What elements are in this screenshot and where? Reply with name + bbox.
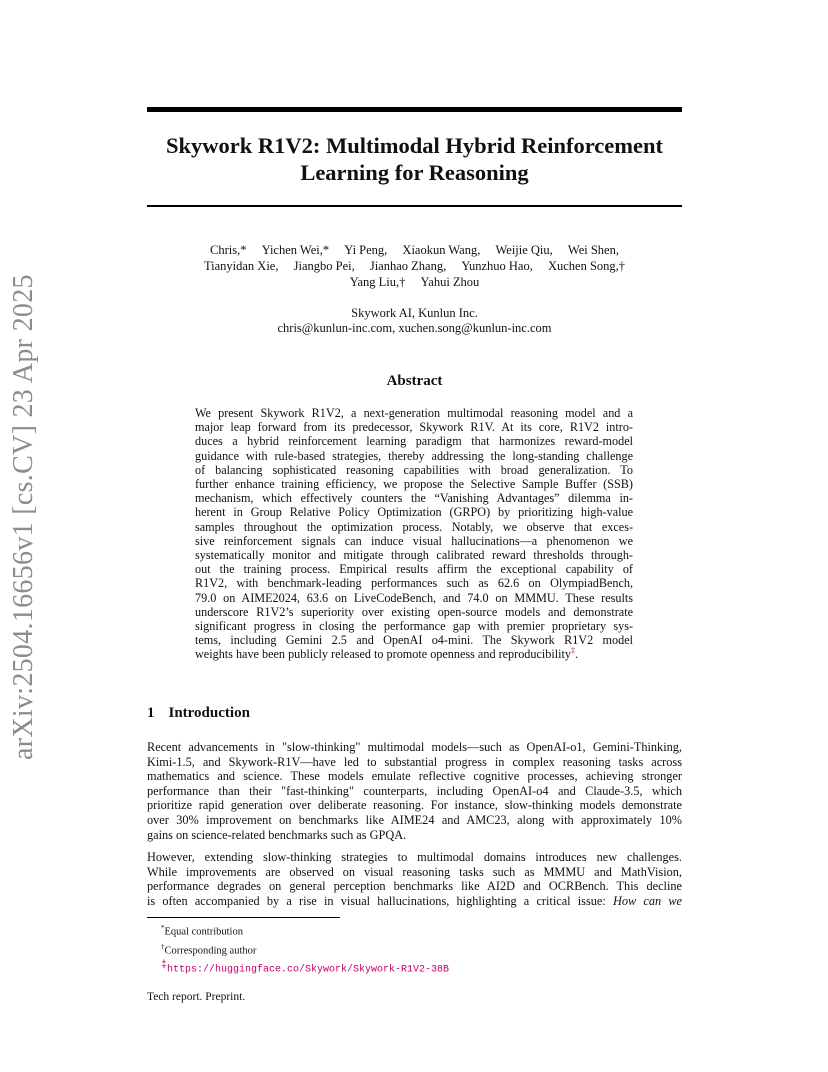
contact-emails: chris@kunlun-inc.com, xuchen.song@kunlun-inc.com [277,321,552,335]
footnote-2 [161,940,449,959]
abstract-line: herent in Group Relative Policy Optimization (GRPO) by prioritizing high-value [195,505,633,520]
footnote-text: Corresponding author [164,945,257,956]
abstract-line: guidance with rule-based strategies, thereby addressing the long-standing challenge [195,448,633,463]
paragraph-line: gains on science-related benchmarks such as GPQA. [147,827,407,842]
abstract-last-line [195,647,633,661]
abstract-line: further enhance training efficiency, we propose the Selective Sample Buffer (SSB) [195,477,633,492]
abstract-line: underscore R1V2’s superiority over existing open-source models and demonstrate [195,604,633,619]
footnote-mark: † [161,942,165,951]
author: Weijie Qiu, [495,243,553,257]
paragraph-line: While improvements are observed on visual reasoning tasks such as MMMU and MathVision, [147,864,682,879]
section-number: 1 [147,705,155,721]
model-weights-link[interactable]: https://huggingface.co/Skywork/Skywork-R1V2-38B [167,964,450,976]
abstract-period: . [575,647,579,662]
author: Yang Liu,† [349,275,406,289]
paragraph-line: mathematics and science. These models emulate reflective cognitive processes, achieving stronger [147,769,682,784]
footnote-rule [147,917,340,918]
author-line-1 [147,242,682,258]
author: Jiangbo Pei, [293,259,355,273]
abstract-line: major leap forward from its predecessor, Skywork R1V. At its core, R1V2 intro- [195,420,633,435]
paragraph-line: However, extending slow-thinking strategies to multimodal domains introduces new challenges. [147,850,682,864]
affiliation: Skywork AI, Kunlun Inc. [351,306,478,320]
footnote-3 [161,958,449,978]
abstract-line: out the training process. Empirical results affirm the exceptional capability of [195,562,633,577]
author: Wei Shen, [567,243,619,257]
intro-paragraph-1 [147,740,682,842]
author: Yahui Zhou [420,275,480,289]
abstract-last-text: weights have been publicly released to promote openness and reproducibility [195,647,572,662]
abstract-body [195,406,633,662]
abstract-line: We present Skywork R1V2, a next-generation multimodal reasoning model and a [195,406,633,420]
paper-title [147,132,682,186]
author: Yichen Wei,* [261,243,330,257]
title-line-1: Skywork R1V2: Multimodal Hybrid Reinforcement [165,133,664,158]
author: Chris,* [210,243,247,257]
paragraph-line-last [147,894,682,909]
footer-note: Tech report. Preprint. [147,991,246,1003]
author: Xiaokun Wang, [402,243,481,257]
abstract-line: duces a hybrid reinforcement learning paradigm that harmonizes reward-model [195,434,633,449]
section-title: Introduction [168,705,250,721]
paragraph-line: performance degrades on general perception benchmarks like AI2D and OCRBench. This decline [147,879,682,894]
author: Yi Peng, [344,243,388,257]
title-rule-top [147,107,682,112]
title-rule-bottom [147,205,682,207]
footnote-text: Equal contribution [164,926,243,938]
paragraph-line: performance than their "fast-thinking" counterparts, including OpenAI-o4 and Claude-3.5, which [147,783,682,798]
paragraph-italic: How can we [612,893,682,908]
affiliation-block [147,306,682,336]
paragraph-line: Recent advancements in "slow-thinking" multimodal models—such as OpenAI-o1, Gemini-Thinking, [147,740,682,754]
abstract-line: 79.0 on AIME2024, 63.6 on LiveCodeBench, and 74.0 on MMMU. These results [195,590,633,605]
author: Xuchen Song,† [547,259,626,273]
footnote-ref-link[interactable]: ‡ [571,646,576,656]
abstract-line: systematically monitor and mitigate through calibrated reward thresholds through- [195,548,633,563]
abstract-line: samples throughout the optimization process. Notably, we observe that exces- [195,519,633,534]
abstract-line: significant progress in closing the performance gap with premier proprietary sys- [195,619,633,634]
footnotes [161,921,449,978]
abstract-line: of balancing sophisticated reasoning capabilities with broad generalization. To [195,462,633,477]
abstract-line: mechanism, which effectively counters the “Vanishing Advantages” dilemma in- [195,491,633,506]
author-list [147,242,682,290]
arxiv-identifier: arXiv:2504.16656v1 [cs.CV] 23 Apr 2025 [8,274,39,760]
paragraph-line: Kimi-1.5, and Skywork-R1V—have led to substantial progress in complex reasoning tasks across [147,754,682,769]
author-line-2 [147,258,682,274]
author-line-3 [147,274,682,290]
footnote-mark: ‡ [161,960,168,971]
abstract-line: R1V2, with benchmark-leading performances such as 62.6 on OlympiadBench, [195,576,633,591]
footnote-mark: * [161,924,165,932]
abstract-line: tems, including Gemini 2.5 and OpenAI o4-mini. The Skywork R1V2 model [195,633,633,648]
abstract-line: sive reinforcement signals can induce visual hallucinations—a phenomenon we [195,533,633,548]
intro-paragraph-2 [147,850,682,908]
author: Jianhao Zhang, [369,259,447,273]
title-line-2: Learning for Reasoning [300,160,529,185]
author: Tianyidan Xie, [203,259,279,273]
paragraph-line: over 30% improvement on benchmarks like AIME24 and AMC23, along with approximately 10% [147,812,682,827]
footnote-1 [161,921,449,940]
paragraph-text: is often accompanied by a rise in visual hallucinations, highlighting a critical issue: [147,893,606,908]
author: Yunzhuo Hao, [461,259,533,273]
paragraph-line: prioritize rapid generation over deliberate reasoning. For instance, slow-thinking models demonstrate [147,798,682,813]
abstract-heading: Abstract [386,373,443,389]
section-heading [147,705,250,722]
